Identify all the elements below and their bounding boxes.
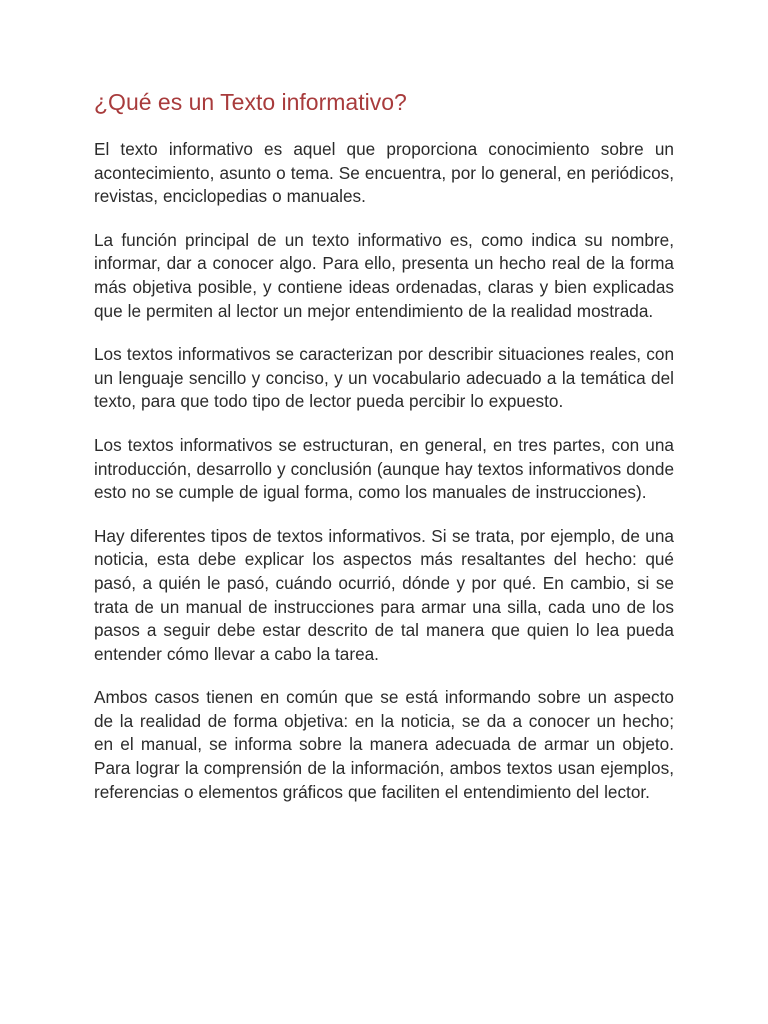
paragraph-main-function: La función principal de un texto informativo es, como indica su nombre, informar, dar a conocer algo. Para ello, presenta un hecho real de la forma más objetiva posible, y contiene ideas ordenadas, claras y bien explicadas que le permiten al lector un mejor entendimiento de la realidad mostrada. — [94, 229, 674, 321]
paragraph-characteristics: Los textos informativos se caracterizan por describir situaciones reales, con un lenguaje sencillo y conciso, y un vocabulario adecuado a la temática del texto, para que todo tipo de lector pueda percibir lo expuesto. — [94, 344, 674, 412]
paragraph-structure: Los textos informativos se estructuran, en general, en tres partes, con una introducción, desarrollo y conclusión (aunque hay textos informativos donde esto no se cumple de igual forma, como los manuales de instrucciones). — [94, 434, 674, 503]
paragraph-types: Hay diferentes tipos de textos informativos. Si se trata, por ejemplo, de una noticia, esta debe explicar los aspectos más resaltantes del hecho: qué pasó, a quién le pasó, cuándo ocurrió, dónde y por qué. En cambio, si se trata de un manual de instrucciones para armar una silla, cada uno de los pasos a seguir debe estar descrito de tal manera que quien lo lea pueda entender cómo llevar a cabo la tarea. — [94, 525, 674, 664]
document-title: ¿Qué es un Texto informativo? — [94, 89, 407, 115]
paragraph-common-aspects: Ambos casos tienen en común que se está informando sobre un aspecto de la realidad de forma objetiva: en la noticia, se da a conocer un hecho; en el manual, se informa sobre la manera adecuada de armar un objeto. Para lograr la comprensión de la información, ambos textos usan ejemplos, referencias o elementos gráficos que faciliten el entendimiento del lector. — [94, 687, 674, 802]
paragraph-definition: El texto informativo es aquel que proporciona conocimiento sobre un acontecimiento, asunto o tema. Se encuentra, por lo general, en periódicos, revistas, enciclopedias o manuales. — [94, 139, 674, 207]
